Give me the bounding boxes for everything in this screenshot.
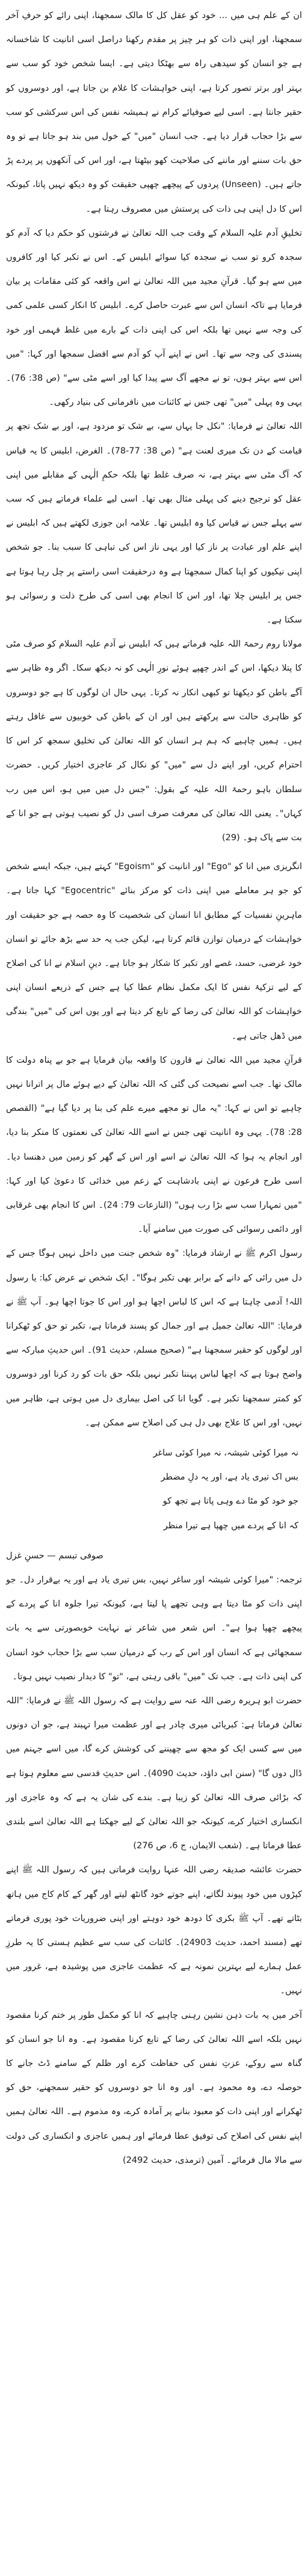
paragraph: اللہ تعالیٰ نے فرمایا: "نکل جا یہاں سے، بے شک تو مردود ہے، اور بے شک تجھ پر قیامت کے دن تک میری لعنت ہے" (ص 38: 77-78)۔ الغرض، ابلیس کا یہ قیاس کہ آگ مٹی سے بہتر ہے، نہ صرف غلط تھا بلکہ حکمِ الٰہی کے مقابلے میں اپنی عقل کو ترجیح دینے کی پہلی مثال بھی تھا۔ اسی لیے علماء فرماتے ہیں کہ سب سے پہلے جس نے قیاس کیا وہ ابلیس تھا۔ علامہ ابن جوزی لکھتے ہیں کہ ابلیس نے اپنے علم اور عبادت پر ناز کیا اور یہی ناز اس کی تباہی کا سبب بنا۔ جو شخص اپنی نیکیوں کو اپنا کمال سمجھتا ہے وہ درحقیقت اسی راستے پر چل رہا ہوتا ہے جس پر ابلیس چلا تھا، اور اس کا انجام بھی اسی کی طرح ذلت و رسوائی ہو سکتا ہے۔ [6,422,302,626]
section-two [6,855,302,1435]
poem-line: نہ میرا کوئی شیشہ، نہ میرا کوئی ساغر [153,1448,298,1458]
poem-line: جو خود کو مٹا دے وہی پاتا ہے تجھ کو [162,1496,298,1507]
paragraph: انگریزی میں انا کو "Ego" اور انانیت کو "Egoism" کہتے ہیں، جبکہ ایسے شخص کو جو ہر معاملے میں اپنی ذات کو مرکز بنائے "Egocentric" کہا جاتا ہے۔ ماہرینِ نفسیات کے مطابق انا انسان کی شخصیت کا وہ حصہ ہے جو حقیقت اور خواہشات کے درمیان توازن قائم کرتا ہے، لیکن جب یہ حد سے بڑھ جائے تو انسان خود غرضی، حسد، غصے اور تکبر کا شکار ہو جاتا ہے۔ دینِ اسلام نے انا کی اصلاح کے لیے تزکیۂ نفس کا ایک مکمل نظام عطا کیا ہے جس کے ذریعے انسان اپنی خواہشات کو اللہ تعالیٰ کی رضا کے تابع کر دیتا ہے اور یوں اس کی "میں" بندگی میں ڈھل جاتی ہے۔ [6,862,303,1041]
paragraph: مولانا روم رحمۃ اللہ علیہ فرماتے ہیں کہ ابلیس نے آدم علیہ السلام کو صرف مٹی کا پتلا دیکھا، اس کے اندر چھپے ہوئے نورِ الٰہی کو نہ دیکھ سکا۔ اگر وہ ظاہر سے آگے باطن کو دیکھتا تو کبھی انکار نہ کرتا۔ یہی حال ان لوگوں کا ہے جو دوسروں کو ظاہری حالت سے پرکھتے ہیں اور ان کے باطن کی خوبیوں سے غافل رہتے ہیں۔ ہمیں چاہیے کہ ہم ہر انسان کو اللہ تعالیٰ کی تخلیق سمجھ کر اس کا احترام کریں، اور اپنے دل سے "میں" کو نکال کر عاجزی اختیار کریں۔ حضرت سلطان باہو رحمۃ اللہ علیہ کے بقول: "جس دل میں میں ہو، اس میں رب کہاں"۔ یعنی اللہ تعالیٰ کی معرفت صرف اسی دل کو نصیب ہوتی ہے جو انا کے بت سے پاک ہو۔ (29) [6,639,302,843]
paragraph: قرآنِ مجید میں اللہ تعالیٰ نے قارون کا واقعہ بیان فرمایا ہے جو بے پناہ دولت کا مالک تھا۔ جب اسے نصیحت کی گئی کہ اللہ تعالیٰ کے دیے ہوئے مال پر اترانا نہیں چاہیے تو اس نے کہا: "یہ مال تو مجھے میرے علم کی بنا پر دیا گیا ہے" (القصص 28: 78)۔ یہی وہ انانیت تھی جس نے اسے اللہ تعالیٰ کی نعمتوں کا منکر بنا دیا، اور انجام یہ ہوا کہ اللہ تعالیٰ نے اسے اور اس کے گھر کو زمین میں دھنسا دیا۔ اسی طرح فرعون نے اپنی بادشاہت کے زعم میں خدائی کا دعویٰ کیا اور کہا: "میں تمہارا سب سے بڑا رب ہوں" (النازعات 79: 24)۔ اس کا انجام بھی غرقابی اور دائمی رسوائی کی صورت میں سامنے آیا۔ [6,1055,302,1235]
section-three [6,1568,302,2172]
poem-block [6,1441,302,1538]
paragraph: ترجمہ: "میرا کوئی شیشہ اور ساغر نہیں، بس تیری یاد ہے اور یہ بےقرار دل۔ جو اپنی ذات کو مٹا دیتا ہے وہی تجھے پا لیتا ہے، کیونکہ تیرا جلوہ انا کے پردے کے پیچھے چھپا ہوا ہے"۔ اس شعر میں شاعر نے نہایت خوبصورتی سے یہ بات سمجھائی ہے کہ انسان اور اس کے رب کے درمیان سب سے بڑا حجاب خود انسان کی اپنی ذات ہے۔ جب تک "میں" باقی رہتی ہے، "تو" کا دیدار نصیب نہیں ہوتا۔ [6,1575,302,1682]
paragraph: حضرت ابو ہریرہ رضی اللہ عنہ سے روایت ہے کہ رسول اللہ ﷺ نے فرمایا: "اللہ تعالیٰ فرماتا ہے: کبریائی میری چادر ہے اور عظمت میرا تہبند ہے، جو ان دونوں میں سے کسی ایک کو مجھ سے چھیننے کی کوشش کرے گا، میں اسے جہنم میں ڈال دوں گا" (سنن ابی داؤد، حدیث 4090)۔ اس حدیثِ قدسی سے معلوم ہوتا ہے کہ بڑائی صرف اللہ تعالیٰ کو زیبا ہے۔ بندے کی شان یہ ہے کہ وہ عاجزی اور انکساری اختیار کرے، کیونکہ جو اللہ تعالیٰ کے لیے جھکتا ہے اللہ تعالیٰ اسے بلندی عطا فرماتا ہے۔ (شعب الایمان، ج 6، ص 276) [6,1696,302,1851]
section-one [6,4,302,850]
poem-line: کہ انا کے پردے میں چھپا ہے تیرا منظر [163,1520,298,1531]
poem-signature: صوفی تبسم — حسنِ غزل [6,1551,103,1561]
paragraph: آخر میں یہ بات ذہن نشین رہنی چاہیے کہ انا کو مکمل طور پر ختم کرنا مقصود نہیں بلکہ اسے اللہ تعالیٰ کی رضا کے تابع کرنا مقصود ہے۔ وہ انا جو انسان کو گناہ سے روکے، عزتِ نفس کی حفاظت کرے اور ظلم کے سامنے ڈٹ جانے کا حوصلہ دے، وہ محمود ہے۔ اور وہ انا جو دوسروں کو حقیر سمجھنے، حق کو ٹھکرانے اور اپنی ذات کو معبود بنانے پر آمادہ کرے، وہ مذموم ہے۔ اللہ تعالیٰ ہمیں اپنے نفس کی اصلاح کی توفیق عطا فرمائے اور ہمیں عاجزی و انکساری کی دولت سے مالا مال فرمائے۔ آمین (ترمذی، حدیث 2492) [6,2010,302,2165]
section-gap [6,850,302,855]
paragraph: حضرت عائشہ صدیقہ رضی اللہ عنہا روایت فرماتی ہیں کہ رسول اللہ ﷺ اپنے کپڑوں میں خود پیوند لگاتے، اپنے جوتے خود گانٹھ لیتے اور گھر کے کام کاج میں ہاتھ بٹاتے تھے۔ آپ ﷺ بکری کا دودھ خود دوہتے اور اپنی ضروریات خود پوری فرماتے تھے (مسند احمد، حدیث 24903)۔ کائنات کی سب سے عظیم ہستی کا یہ طرزِ عمل ہمارے لیے بہترین نمونہ ہے کہ عظمت عاجزی میں پوشیدہ ہے، غرور میں نہیں۔ [6,1865,302,1996]
poem-line: بس اک تیری یاد ہے، اور یہ دلِ مضطر [161,1472,298,1483]
paragraph: رسول اکرم ﷺ نے ارشاد فرمایا: "وہ شخص جنت میں داخل نہیں ہوگا جس کے دل میں رائی کے دانے کے برابر بھی تکبر ہوگا"۔ ایک شخص نے عرض کیا: یا رسول اللہ! آدمی چاہتا ہے کہ اس کا لباس اچھا ہو اور اس کا جوتا اچھا ہو۔ آپ ﷺ نے فرمایا: "اللہ تعالیٰ جمیل ہے اور جمال کو پسند فرماتا ہے، تکبر تو حق کو ٹھکرانا اور لوگوں کو حقیر سمجھنا ہے" (صحیح مسلم، حدیث 91)۔ اس حدیثِ مبارکہ سے واضح ہوتا ہے کہ اچھا لباس پہننا تکبر نہیں بلکہ حق بات کو رد کرنا اور دوسروں کو کمتر سمجھنا تکبر ہے۔ گویا انا کی اصل بیماری دل میں ہوتی ہے، ظاہر میں نہیں، اور اس کا علاج بھی دل ہی کی اصلاح سے ممکن ہے۔ [6,1249,302,1428]
paragraph: تخلیقِ آدم علیہ السلام کے وقت جب اللہ تعالیٰ نے فرشتوں کو حکم دیا کہ آدم کو سجدہ کرو تو سب نے سجدہ کیا سوائے ابلیس کے۔ اس نے تکبر کیا اور کافروں میں سے ہو گیا۔ قرآنِ مجید میں اللہ تعالیٰ نے اس واقعہ کو کئی مقامات پر بیان فرمایا ہے تاکہ انسان اس سے عبرت حاصل کرے۔ ابلیس کا انکار کسی علمی کمی کی وجہ سے نہیں تھا بلکہ اس کی اپنی ذات کے بارے میں غلط فہمی اور خود پسندی کی وجہ سے تھا۔ اس نے اپنے آپ کو آدم سے افضل سمجھا اور کہا: "میں اس سے بہتر ہوں، تو نے مجھے آگ سے پیدا کیا اور اسے مٹی سے" (ص 38: 76)۔ یہی وہ پہلی "میں" تھی جس نے کائنات میں نافرمانی کی بنیاد رکھی۔ [6,228,303,408]
paragraph: ان کے علم ہی میں ... خود کو عقل کل کا مالک سمجھنا، اپنی رائے کو حرفِ آخر سمجھنا، اور اپنی ذات کو ہر چیز پر مقدم رکھنا دراصل اسی انانیت کا شاخسانہ ہے جو انسان کو سیدھی راہ سے بھٹکا دیتی ہے۔ ایسا شخص خود کو سب سے بہتر اور برتر تصور کرتا ہے، اپنی خواہشات کا غلام بن جاتا ہے، اور دوسروں کو حقیر جانتا ہے۔ اسی لیے صوفیائے کرام نے ہمیشہ نفس کی اس سرکشی کو سب سے بڑا حجاب قرار دیا ہے۔ جب انسان "میں" کے خول میں بند ہو جاتا ہے تو وہ حق بات سننے اور ماننے کی صلاحیت کھو بیٹھتا ہے، اور اس کی آنکھوں پر پردے پڑ جاتے ہیں۔ (Unseen) پردوں کے پیچھے چھپی حقیقت کو وہ دیکھ نہیں پاتا، کیونکہ اس کا دل اپنی ہی ذات کی پرستش میں مصروف رہتا ہے۔ [6,11,302,214]
